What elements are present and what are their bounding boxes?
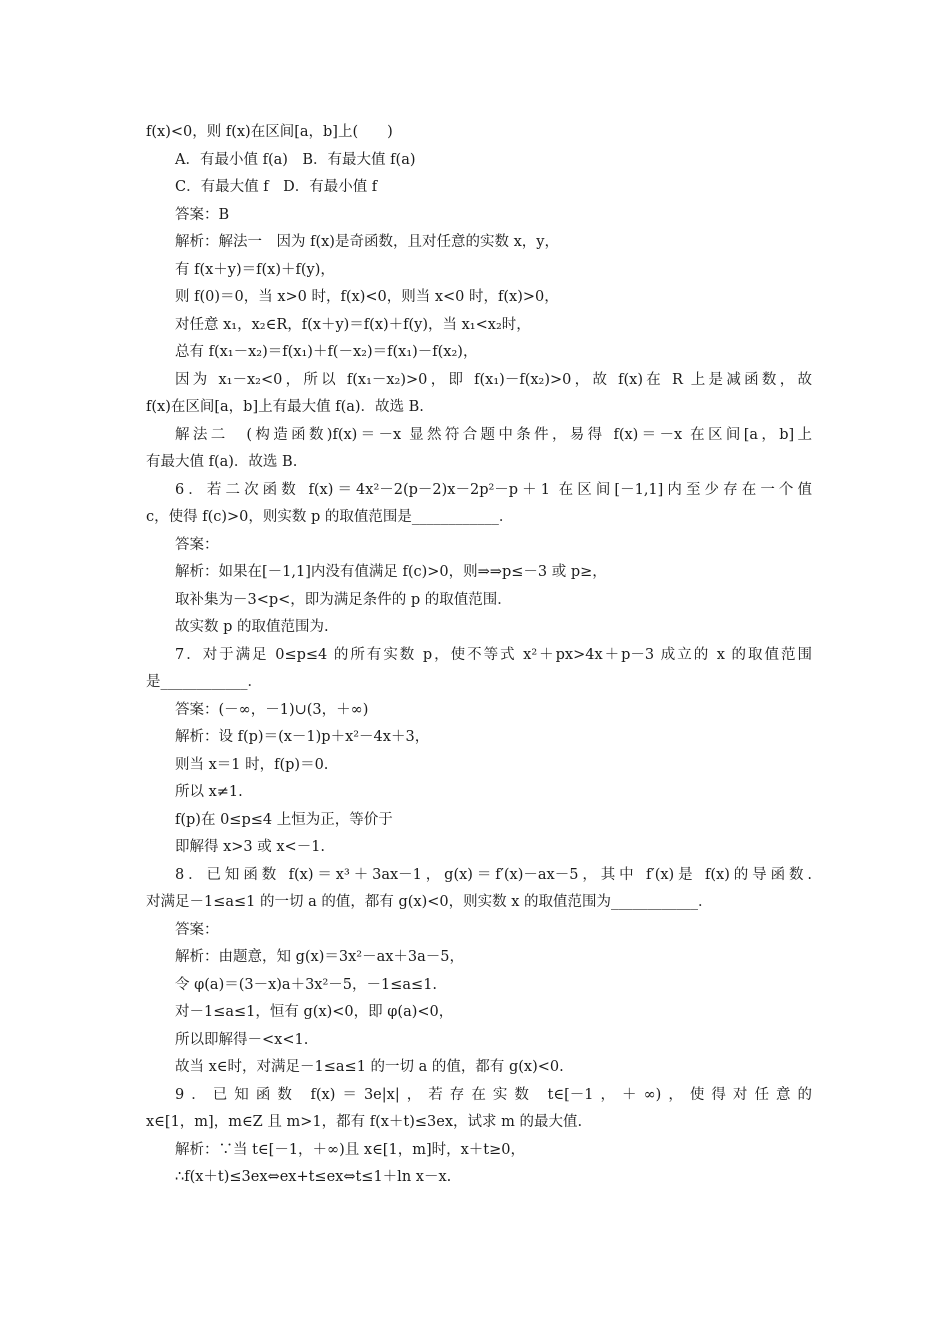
text-line: 则 f(0)＝0，当 x>0 时，f(x)<0，则当 x<0 时，f(x)>0，	[175, 289, 559, 305]
text-line: 解法二 (构造函数)f(x)＝－x 显然符合题中条件，易得 f(x)＝－x 在区间[a，b]上	[175, 426, 812, 443]
text-line: 有最大值 f(a)．故选 B.	[146, 454, 298, 470]
text-line: 8．已知函数 f(x)＝x³＋3ax－1，g(x)＝f′(x)－ax－5，其中 f′(x)是 f(x)的导函数.	[175, 866, 812, 883]
text-line: f(p)在 0≤p≤4 上恒为正，等价于	[175, 811, 393, 828]
text-line: 所以 x≠1.	[175, 784, 243, 800]
text-line: 答案：	[175, 921, 219, 938]
text-line: 令 φ(a)＝(3－x)a＋3x²－5，－1≤a≤1.	[175, 976, 438, 993]
text-line: 答案：(－∞，－1)∪(3，＋∞)	[175, 701, 369, 718]
text-line: 是____________．	[146, 674, 262, 690]
text-line: 9．已知函数 f(x)＝3e|x|，若存在实数 t∈[－1，＋∞)，使得对任意的	[175, 1086, 812, 1103]
text-line: 对任意 x₁，x₂∈R，f(x＋y)＝f(x)＋f(y)，当 x₁<x₂时，	[175, 316, 531, 333]
text-line: 解析：解法一 因为 f(x)是奇函数，且对任意的实数 x，y，	[175, 234, 559, 250]
text-line: c，使得 f(c)>0，则实数 p 的取值范围是____________．	[146, 509, 514, 525]
text-line: 故当 x∈时，对满足－1≤a≤1 的一切 a 的值，都有 g(x)<0.	[175, 1059, 564, 1075]
text-line: 对满足－1≤a≤1 的一切 a 的值，都有 g(x)<0，则实数 x 的取值范围为____________．	[146, 894, 713, 910]
text-line: 则当 x＝1 时，f(p)＝0.	[175, 756, 329, 773]
document-body	[146, 119, 812, 1192]
text-line: 因为 x₁－x₂<0，所以 f(x₁－x₂)>0，即 f(x₁)－f(x₂)>0，故 f(x)在 R 上是减函数，故	[175, 371, 812, 388]
text-line: 所以即解得－<x<1.	[175, 1031, 309, 1048]
text-line: 对－1≤a≤1，恒有 g(x)<0，即 φ(a)<0，	[175, 1004, 454, 1020]
text-line: f(x)<0，则 f(x)在区间[a，b]上( )	[146, 124, 393, 140]
text-line: 解析：设 f(p)＝(x－1)p＋x²－4x＋3，	[175, 729, 430, 745]
text-line: 取补集为－3<p<，即为满足条件的 p 的取值范围．	[175, 591, 512, 608]
text-line: 解析：∵当 t∈[－1，＋∞)且 x∈[1，m]时，x＋t≥0，	[175, 1141, 525, 1158]
text-line: 即解得 x>3 或 x<－1.	[175, 839, 326, 855]
text-line: C．有最大值 f D．有最小值 f	[175, 179, 378, 195]
text-line: 故实数 p 的取值范围为.	[175, 619, 329, 635]
text-line: 7．对于满足 0≤p≤4 的所有实数 p，使不等式 x²＋px>4x＋p－3 成立的 x 的取值范围	[175, 646, 812, 663]
text-line: 答案：	[175, 536, 219, 553]
text-line: 解析：如果在[－1,1]内没有值满足 f(c)>0，则⇒⇒p≤－3 或 p≥，	[175, 564, 607, 580]
text-line: 6．若二次函数 f(x)＝4x²－2(p－2)x－2p²－p＋1 在区间[－1,1]内至少存在一个值	[175, 481, 812, 498]
text-line: 有 f(x＋y)＝f(x)＋f(y)，	[175, 261, 335, 278]
text-line: A．有最小值 f(a) B．有最大值 f(a)	[175, 151, 416, 168]
text-line: 总有 f(x₁－x₂)＝f(x₁)＋f(－x₂)＝f(x₁)－f(x₂)，	[175, 344, 478, 360]
text-line: 解析：由题意，知 g(x)＝3x²－ax＋3a－5，	[175, 949, 465, 965]
text-line: f(x)在区间[a，b]上有最大值 f(a)．故选 B.	[146, 399, 424, 415]
text-line: ∴f(x＋t)≤3ex⇔ex+t≤ex⇔t≤1＋ln x－x.	[175, 1169, 452, 1185]
text-line: x∈[1，m]，m∈Z 且 m>1，都有 f(x＋t)≤3ex，试求 m 的最大值.	[146, 1114, 583, 1130]
text-line: 答案：B	[175, 206, 230, 223]
